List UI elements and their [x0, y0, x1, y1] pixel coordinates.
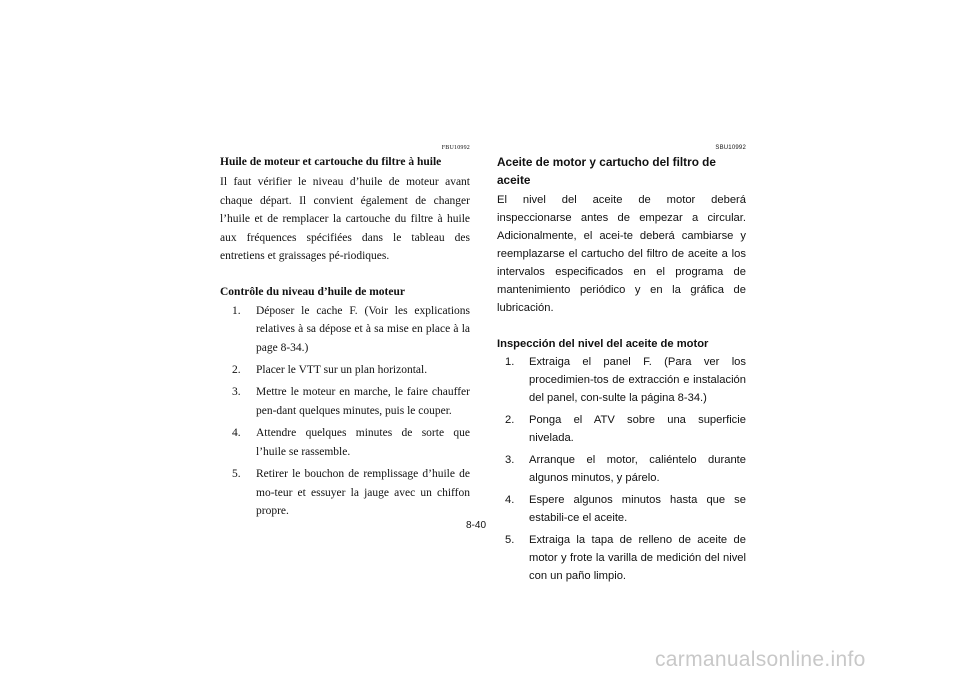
step-text: Extraiga la tapa de relleno de aceite de motor y frote la varilla de medición del nivel con un paño limpio.	[529, 534, 746, 582]
step-number: 1.	[232, 304, 241, 317]
intro-paragraph: El nivel del aceite de motor deberá inspeccionarse antes de empezar a circular. Adicionalmente, el acei-te deberá cambiarse y reemplazarse el cartucho del filtro de aceite a los intervalos especificados en el programa de mantenimiento periódico y en la gráfica de lubricación.	[497, 194, 746, 314]
french-column	[220, 145, 470, 524]
section-title: Huile de moteur et cartouche du filtre à huile	[220, 156, 442, 168]
list-item	[505, 531, 746, 585]
section-code: FBU10992	[441, 145, 470, 151]
step-text: Ponga el ATV sobre una superficie nivelada.	[529, 414, 746, 444]
step-number: 5.	[232, 468, 241, 481]
step-number: 5.	[505, 534, 515, 546]
list-item	[505, 353, 746, 407]
spanish-column	[497, 145, 746, 589]
step-text: Déposer le cache F. (Voir les explications relatives à sa dépose et à sa mise en place à la page 8-34.)	[256, 304, 470, 354]
step-number: 1.	[505, 356, 515, 368]
step-text: Extraiga el panel F. (Para ver los procedimien-tos de extracción e instalación del panel, con-sulte la página 8-34.)	[529, 356, 746, 404]
list-item	[505, 491, 746, 527]
list-item	[232, 361, 470, 379]
subsection-title: Inspección del nivel del aceite de motor	[497, 338, 709, 350]
step-text: Arranque el motor, caliéntelo durante algunos minutos, y párelo.	[529, 454, 746, 484]
list-item	[505, 411, 746, 447]
step-number: 4.	[505, 494, 515, 506]
step-text: Attendre quelques minutes de sorte que l’huile se rassemble.	[256, 427, 470, 458]
page-number: 8-40	[466, 520, 487, 531]
step-number: 2.	[505, 414, 515, 426]
step-number: 4.	[232, 427, 241, 440]
step-number: 3.	[505, 454, 515, 466]
section-code: SBU10992	[715, 145, 746, 151]
step-number: 3.	[232, 386, 241, 399]
section-title: Aceite de motor y cartucho del filtro de aceite	[497, 155, 716, 187]
steps-list	[232, 302, 470, 520]
list-item	[232, 424, 470, 461]
watermark: carmanualsonline.info	[655, 648, 866, 671]
steps-list	[505, 353, 746, 585]
list-item	[232, 383, 470, 420]
intro-paragraph: Il faut vérifier le niveau d’huile de moteur avant chaque départ. Il convient également de changer l’huile et de remplacer la cartouche du filtre à huile aux fréquences spécifiées dans le tableau des entretiens et graissages pé-riodiques.	[220, 176, 470, 263]
list-item	[232, 465, 470, 520]
step-text: Mettre le moteur en marche, le faire chauffer pen-dant quelques minutes, puis le couper.	[256, 386, 470, 417]
step-text: Placer le VTT sur un plan horizontal.	[256, 364, 428, 377]
list-item	[232, 302, 470, 357]
step-text: Espere algunos minutos hasta que se estabili-ce el aceite.	[529, 494, 746, 524]
step-number: 2.	[232, 364, 241, 377]
subsection-title: Contrôle du niveau d’huile de moteur	[220, 286, 405, 299]
list-item	[505, 451, 746, 487]
step-text: Retirer le bouchon de remplissage d’huile de mo-teur et essuyer la jauge avec un chiffon propre.	[256, 468, 470, 517]
